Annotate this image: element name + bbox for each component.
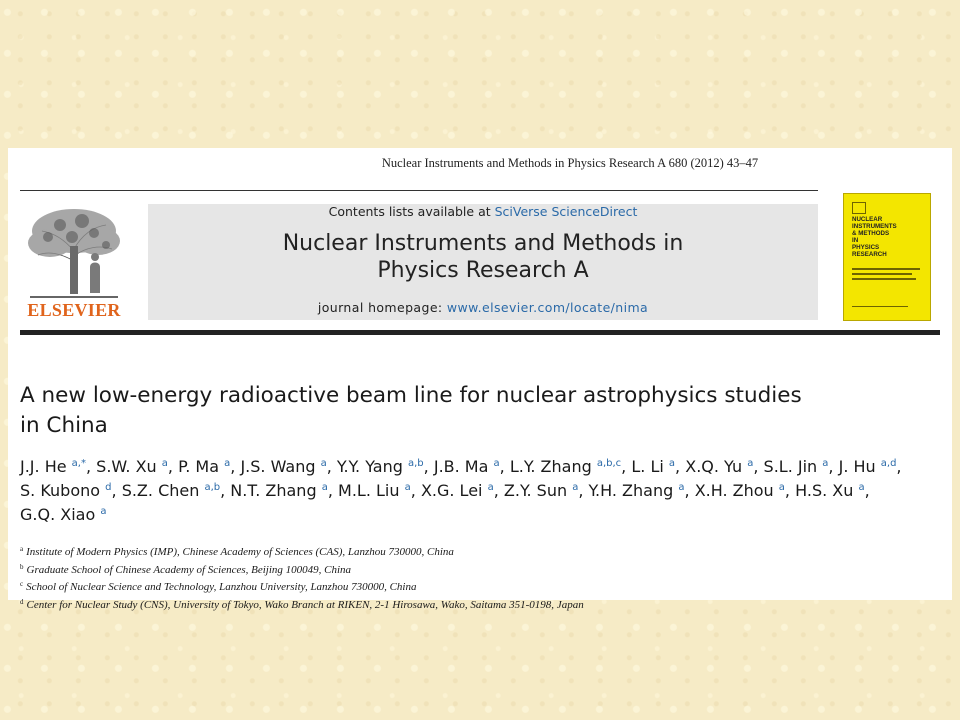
author-name[interactable]: X.G. Lei $^a$, [420, 481, 499, 500]
author-name[interactable] [20, 505, 106, 524]
author-affiliation-marker[interactable]: a [858, 482, 865, 493]
author-name-text: L. Li [631, 457, 664, 476]
journal-title [148, 230, 818, 284]
author-name[interactable]: M.L. Liu $^a$, [338, 481, 416, 500]
header-thick-divider [20, 330, 940, 335]
author-name[interactable]: X.Q. Yu $^a$, [685, 457, 759, 476]
author-name[interactable]: J.S. Wang $^a$, [240, 457, 332, 476]
author-name-text: P. Ma [178, 457, 220, 476]
cover-subtitle-line [852, 273, 912, 275]
author-affiliation-marker[interactable]: a [224, 458, 231, 469]
elsevier-wordmark: ELSEVIER [27, 300, 121, 320]
author-name[interactable]: H.S. Xu $^a$, [795, 481, 870, 500]
author-affiliation-marker[interactable]: a [487, 482, 494, 493]
author-name-text: S.Z. Chen [121, 481, 200, 500]
cover-subtitle-line [852, 278, 916, 280]
journal-title-line-1: Nuclear Instruments and Methods in [282, 231, 684, 256]
author-affiliation-marker[interactable]: a [161, 458, 168, 469]
affiliation-item [20, 577, 940, 595]
sciencedirect-link[interactable]: SciVerse ScienceDirect [494, 204, 638, 219]
author-name-text: S.W. Xu [96, 457, 157, 476]
author-affiliation-marker[interactable]: d [105, 482, 112, 493]
author-affiliation-marker[interactable]: a [668, 458, 676, 469]
contents-line [148, 204, 818, 219]
affiliation-text: Graduate School of Chinese Academy of Sciences, Beijing 100049, China [26, 563, 352, 576]
author-name[interactable]: S.W. Xu $^a$, [96, 457, 173, 476]
cover-logo-icon [852, 202, 866, 214]
journal-header-box [148, 204, 818, 320]
author-affiliation-marker[interactable]: a,* [71, 458, 86, 469]
author-name-text: J. Hu [838, 457, 876, 476]
journal-title-line-2: Physics Research A [377, 258, 589, 283]
author-name[interactable]: S. Kubono $^d$, [20, 481, 117, 500]
author-affiliation-marker[interactable]: a,b [408, 458, 424, 469]
author-name-text: J.B. Ma [433, 457, 489, 476]
affiliation-item [20, 542, 940, 560]
affiliation-marker: a [20, 545, 24, 553]
article-title-line-1: A new low-energy radioactive beam line for nuclear astrophysics studies [20, 383, 802, 408]
author-name[interactable]: N.T. Zhang $^a$, [230, 481, 333, 500]
author-name[interactable]: S.Z. Chen $^{a,b}$, [121, 481, 226, 500]
top-divider [20, 190, 818, 191]
homepage-link[interactable]: www.elsevier.com/locate/nima [446, 300, 649, 315]
affiliation-text: Institute of Modern Physics (IMP), Chinese Academy of Sciences (CAS), Lanzhou 730000, China [26, 546, 454, 558]
author-name[interactable]: L.Y. Zhang $^{a,b,c}$, [509, 457, 627, 476]
paper-page [8, 148, 952, 611]
author-name[interactable]: Y.Y. Yang $^{a,b}$, [336, 457, 429, 476]
author-name-text: H.S. Xu [795, 481, 854, 500]
author-affiliation-marker[interactable]: a [321, 482, 328, 493]
journal-homepage [148, 300, 818, 315]
article-title-line-2: in China [20, 413, 108, 438]
author-affiliation-marker[interactable]: a,b [204, 482, 221, 493]
author-affiliation-marker[interactable]: a [747, 458, 754, 469]
affiliation-marker: b [20, 562, 24, 571]
author-name[interactable]: J.J. He $^{a,*}$, [20, 457, 92, 476]
author-name[interactable]: L. Li $^a$, [631, 457, 681, 476]
affiliation-text: School of Nuclear Science and Technology, Lanzhou University, Lanzhou 730000, China [26, 581, 417, 593]
author-affiliation-marker[interactable]: a [678, 482, 685, 493]
affiliation-item [20, 595, 940, 613]
author-name-text: G.Q. Xiao [20, 505, 96, 524]
article-title [20, 381, 920, 441]
author-name-text: Y.Y. Yang [336, 457, 403, 476]
cover-title: NUCLEAR INSTRUMENTS & METHODS IN PHYSICS RESEARCH [852, 216, 897, 258]
affiliation-item [20, 560, 940, 578]
affiliation-text: Center for Nuclear Study (CNS), University of Tokyo, Wako Branch at RIKEN, 2-1 Hirosawa, Wako, Saitama 351-0198, Japan [26, 598, 584, 611]
journal-cover-image [843, 193, 931, 321]
author-affiliation-marker[interactable]: a [320, 458, 327, 469]
author-affiliation-marker[interactable]: a,b,c [596, 458, 622, 469]
cover-subtitle-line [852, 268, 920, 270]
author-name-text: S.L. Jin [763, 457, 818, 476]
author-name[interactable]: X.H. Zhou $^a$, [694, 481, 791, 500]
author-name-text: J.S. Wang [240, 457, 316, 476]
contents-prefix: Contents lists available at [328, 204, 495, 219]
author-affiliation-marker[interactable]: a,d [880, 458, 897, 469]
author-name[interactable]: S.L. Jin $^a$, [763, 457, 834, 476]
author-name[interactable]: Y.H. Zhang $^a$, [588, 481, 690, 500]
author-affiliation-marker[interactable]: a [778, 482, 785, 493]
author-name-text: Y.H. Zhang [588, 481, 674, 500]
affiliation-marker: c [20, 580, 24, 588]
author-name-text: Z.Y. Sun [503, 481, 568, 500]
author-name[interactable]: J.B. Ma $^a$, [433, 457, 505, 476]
author-name-text: M.L. Liu [338, 481, 400, 500]
author-name[interactable]: J. Hu $^{a,d}$, [838, 457, 902, 476]
author-affiliation-marker[interactable]: a [822, 458, 829, 469]
author-name-text: J.J. He [20, 457, 67, 476]
author-affiliation-marker[interactable]: a [493, 458, 500, 469]
author-name-text: S. Kubono [20, 481, 101, 500]
author-affiliation-marker[interactable]: a [404, 482, 411, 493]
journal-citation: Nuclear Instruments and Methods in Physics Research A 680 (2012) 43–47 [381, 156, 759, 170]
affiliation-marker: d [20, 597, 24, 606]
author-name-text: X.G. Lei [420, 481, 483, 500]
affiliation-list [20, 542, 940, 612]
author-list [20, 453, 945, 525]
author-name[interactable]: Z.Y. Sun $^a$, [503, 481, 584, 500]
author-name-text: X.Q. Yu [685, 457, 743, 476]
author-affiliation-marker[interactable]: a [100, 506, 107, 517]
author-name-text: L.Y. Zhang [509, 457, 592, 476]
author-affiliation-marker[interactable]: a [572, 482, 579, 493]
author-name-text: N.T. Zhang [230, 481, 317, 500]
cover-footer-line [852, 306, 908, 307]
author-name-text: X.H. Zhou [694, 481, 774, 500]
author-name[interactable]: P. Ma $^a$, [178, 457, 236, 476]
homepage-prefix: journal homepage: [317, 300, 447, 315]
